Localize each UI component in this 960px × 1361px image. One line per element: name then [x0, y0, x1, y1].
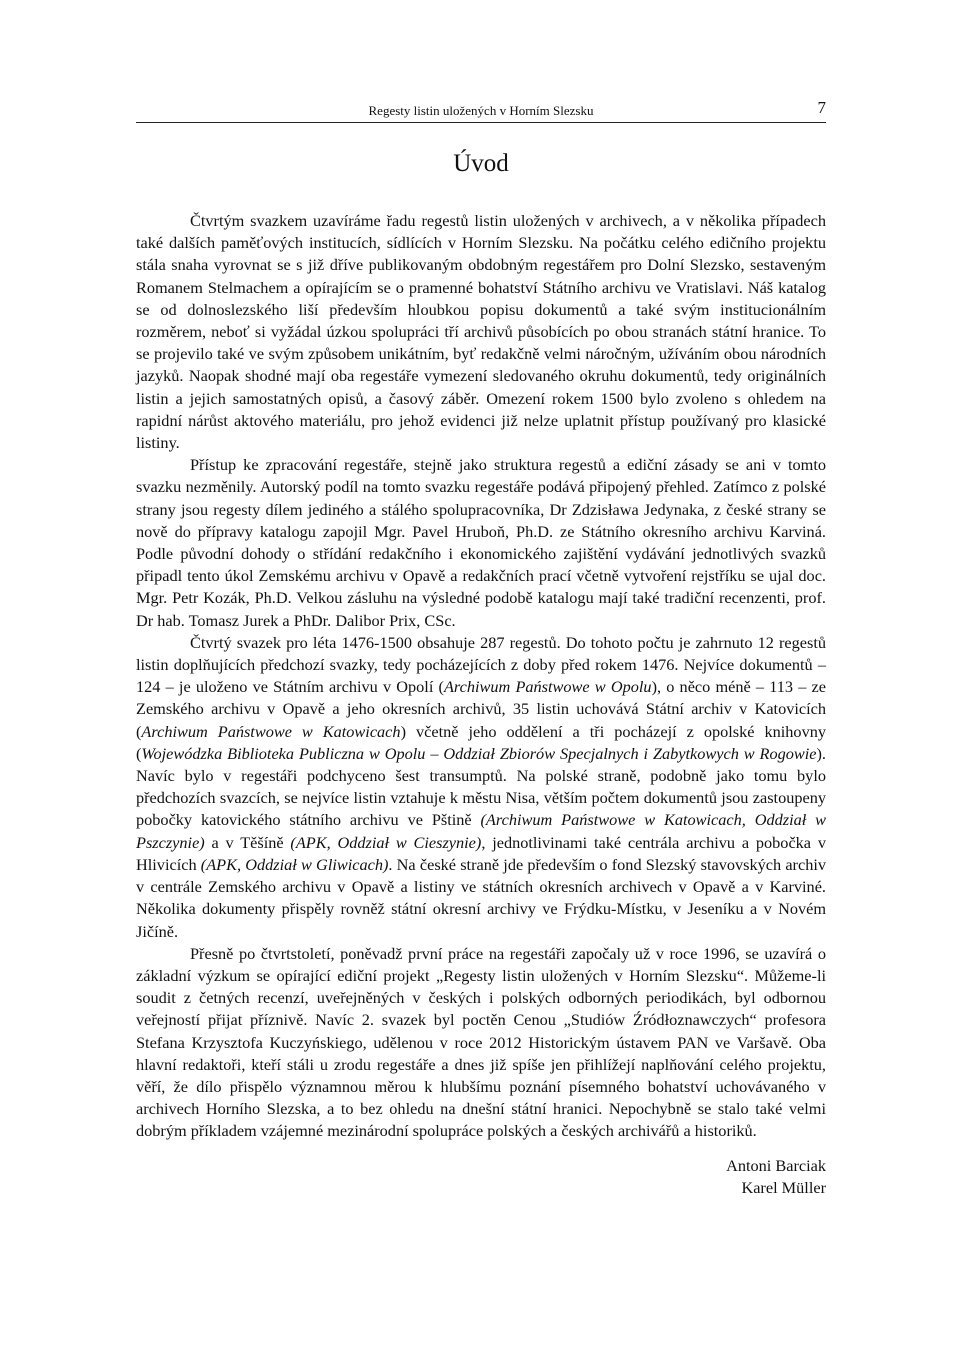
italic-run: Wojewódzka Biblioteka Publiczna w Opolu – Oddział Zbiorów Specjalnych i Zabytkowych w Rogowie: [141, 743, 817, 763]
text-run: Přístup ke zpracování regestáře, stejně jako struktura regestů a ediční zásady se ani v tomto svazku nezměnily. Autorský podíl na tomto svazku regestáře podává připojený přehled. Zatímco z polské strany jsou regesty dílem jediného a stálého spolupracovníka, Dr Zdzisława Jedynaka, z české strany se nově do přípravy katalogu zapojil Mgr. Pavel Hruboň, Ph.D. ze Státního okresního archivu Karviná. Podle původní dohody o střídání redakčního i ekonomického zajištění vydávání jednotlivých svazků připadl tento úkol Zemskému archivu v Opavě a redakčních prací včetně vytvoření rejstříku se ujal doc. Mgr. Petr Kozák, Ph.D. Velkou zásluhu na výsledné podobě katalogu mají také tradiční recenzenti, prof. Dr hab. Tomasz Jurek a PhDr. Dalibor Prix, CSc.: [136, 455, 826, 630]
paragraph: [136, 943, 826, 1143]
running-header: [136, 100, 826, 123]
signatures: [136, 1155, 826, 1199]
text-run: a v Těšíně: [204, 832, 291, 852]
body-text: [136, 210, 826, 1143]
page-title: Úvod: [453, 150, 509, 177]
text-run: , jednotlivinami také centrála archivu a pobočka v Hlivicích: [136, 832, 826, 874]
paragraph: [136, 454, 826, 632]
text-run: Čtvrtým svazkem uzavíráme řadu regestů listin uložených v archivech, a v několika případech také dalších paměťových institucích, sídlících v Horním Slezsku. Na počátku celého edičního projektu stála snaha vyrovnat se s již dříve publikovaným obdobným regestářem pro Dolní Slezsko, sestaveným Romanem Stelmachem a opírajícím se o pramenné bohatství Státního archivu ve Vratislavi. Náš katalog se od dolnoslezského liší především hloubkou popisu dokumentů a také svým institucionálním rozměrem, neboť si vyžádal úzkou spolupráci tří archivů působících po obou stranách státní hranice. To se projevilo také ve svým způsobem unikátním, byť redakčně velmi náročným, užíváním obou národních jazyků. Naopak shodné mají oba regestáře vymezení sledovaného okruhu dokumentů, tedy originálních listin a jejich samostatných opisů, a časový záběr. Omezení rokem 1500 bylo zvoleno s ohledem na rapidní nárůst aktového materiálu, pro jehož evidenci již nelze uplatnit přístup používaný pro klasické listiny.: [136, 211, 826, 453]
text-run: . Na české straně jde především o fond Slezský stavovských archiv v centrále Zemského archivu v Opavě a listiny ve státních okresních archivech v Opavě a v Karviné. Několika dokumenty přispěly rovněž státní okresní archivy ve Frýdku-Místku, v Jeseníku a v Novém Jičíně.: [136, 854, 827, 941]
text-run: Přesně po čtvrtstoletí, poněvadž první práce na regestáři započaly už v roce 1996, se uzavírá o základní výzkum se opírající ediční projekt „Regesty listin uložených v Horním Slezsku“. Můžeme-li soudit z četných recenzí, uveřejněných v českých i polských odborných periodikách, byl odbornou veřejností přijat příznivě. Navíc 2. svazek byl poctěn Cenou „Studiów Źródłoznawczych“ profesora Stefana Krzysztofa Kuczyńskiego, udělenou v roce 2012 Historickým ústavem PAN ve Varšavě. Oba hlavní redaktoři, kteří stáli u zrodu regestáře a dnes již spíše jen přihlížejí naplňování celého projektu, věří, že dílo přispělo významnou měrou k hlubšímu poznání písemného bohatství uchovávaného v archivech Horního Slezska, a to bez ohledu na dnešní státní hranici. Nepochybně se stalo také velmi dobrým příkladem vzájemné mezinárodní spolupráce polských a českých archivářů a historiků.: [136, 943, 826, 1141]
text-run: ), o něco méně – 113 – ze Zemského archivu v Opavě a jeho okresních archivů, 35 listin uchovává Státní archiv v Katovicích (: [136, 677, 826, 741]
italic-run: (Archiwum Państwowe w Katowicach, Oddział w Pszczynie): [136, 810, 827, 852]
italic-run: (APK, Oddział w Gliwicach): [200, 854, 389, 874]
paragraph: [136, 632, 826, 943]
text-run: ). Navíc bylo v regestáři podchyceno šest transumptů. Na polské straně, podobně jako tomu bylo předchozích svazcích, se nejvíce listin vztahuje k městu Nisa, větším počtem dokumentů jsou zastoupeny pobočky katovického státního archivu ve Pštině: [136, 743, 826, 830]
text-run: ) včetně jeho oddělení a tři pocházejí z opolské knihovny (: [136, 721, 826, 763]
italic-run: (APK, Oddział w Cieszynie): [290, 832, 482, 852]
text-run: Čtvrtý svazek pro léta 1476-1500 obsahuje 287 regestů. Do tohoto počtu je zahrnuto 12 regestů listin doplňujících předchozí svazky, tedy pocházejících z doby před rokem 1476. Nejvíce dokumentů – 124 – je uloženo ve Státním archivu v Opolí (: [136, 632, 826, 697]
signature-name: Antoni Barciak: [726, 1156, 826, 1175]
signature-name: Karel Müller: [741, 1178, 826, 1197]
italic-run: Archiwum Państwowe w Opolu: [443, 677, 652, 697]
italic-run: Archiwum Państwowe w Katowicach: [141, 721, 401, 741]
running-title: Regesty listin uložených v Horním Slezsku: [368, 103, 594, 118]
page-number: 7: [817, 98, 826, 117]
paragraph: [136, 210, 826, 454]
